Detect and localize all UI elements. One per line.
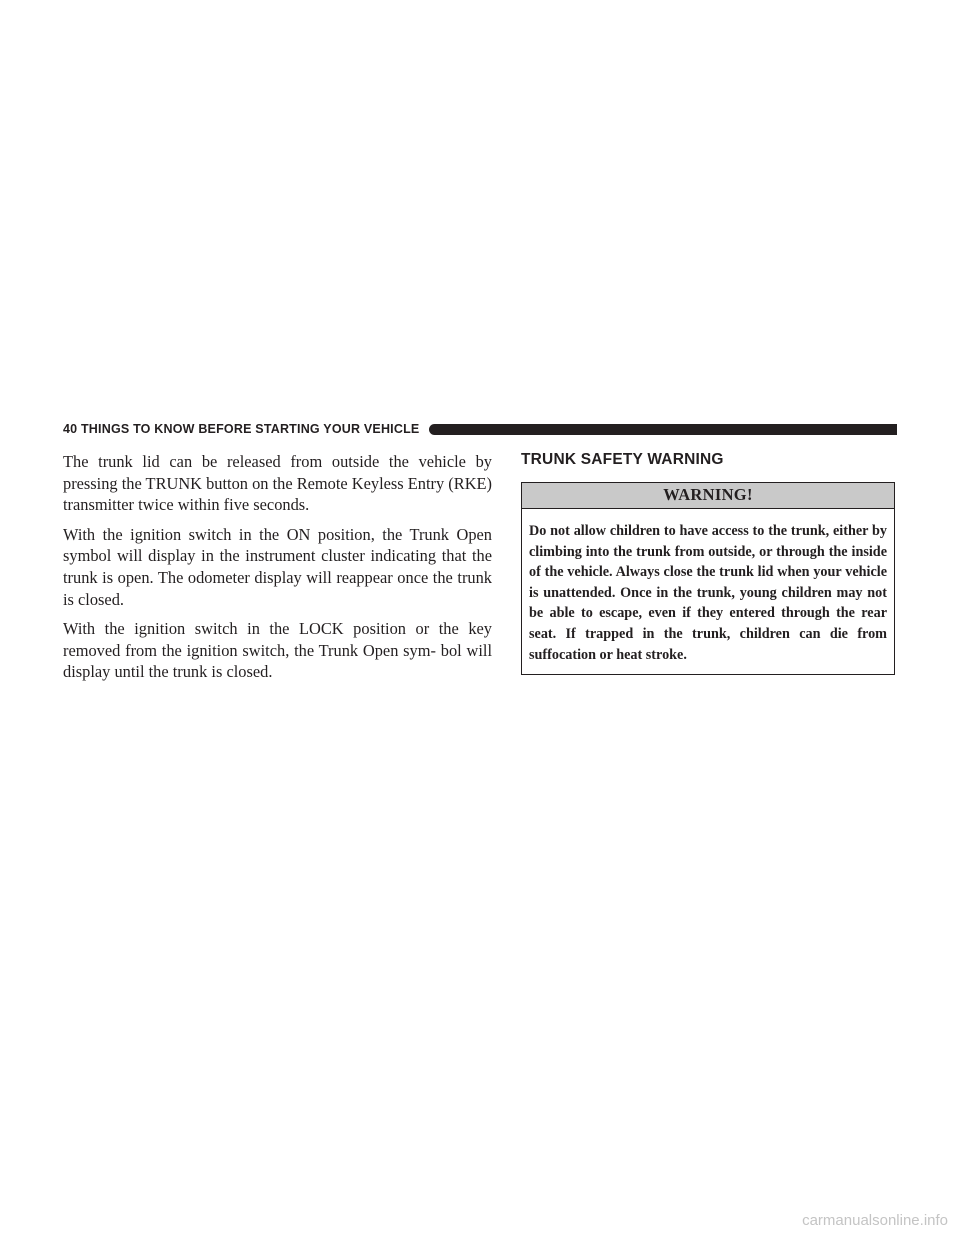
paragraph-trunk-open-on: With the ignition switch in the ON position, the Trunk Open symbol will display in the instrument cluster indicating that the trunk is open. The odometer display will reappear once the trunk is closed.	[63, 524, 492, 609]
warning-heading: WARNING!	[522, 483, 894, 509]
warning-box	[521, 482, 895, 675]
header-rule-bar	[429, 424, 897, 435]
page-header	[63, 420, 897, 438]
paragraph-trunk-release: The trunk lid can be released from outside the vehicle by pressing the TRUNK button on the Remote Keyless Entry (RKE) transmitter twice within five seconds.	[63, 452, 492, 515]
section-title: TRUNK SAFETY WARNING	[521, 451, 724, 468]
page-header-text: 40 THINGS TO KNOW BEFORE STARTING YOUR VEHICLE	[63, 422, 420, 436]
paragraph-trunk-open-lock: With the ignition switch in the LOCK position or the key removed from the ignition switch, the Trunk Open sym- bol will display until the trunk is closed.	[63, 619, 492, 682]
watermark: carmanualsonline.info	[802, 1212, 948, 1229]
warning-body: Do not allow children to have access to the trunk, either by climbing into the trunk from outside, or through the inside of the vehicle. Always close the trunk lid when your vehicle is unattended. Once in the trunk, young children may not be able to escape, even if they entered through the rear seat. If trapped in the trunk, children can die from suffocation or heat stroke.	[529, 523, 887, 663]
left-column	[63, 451, 492, 691]
